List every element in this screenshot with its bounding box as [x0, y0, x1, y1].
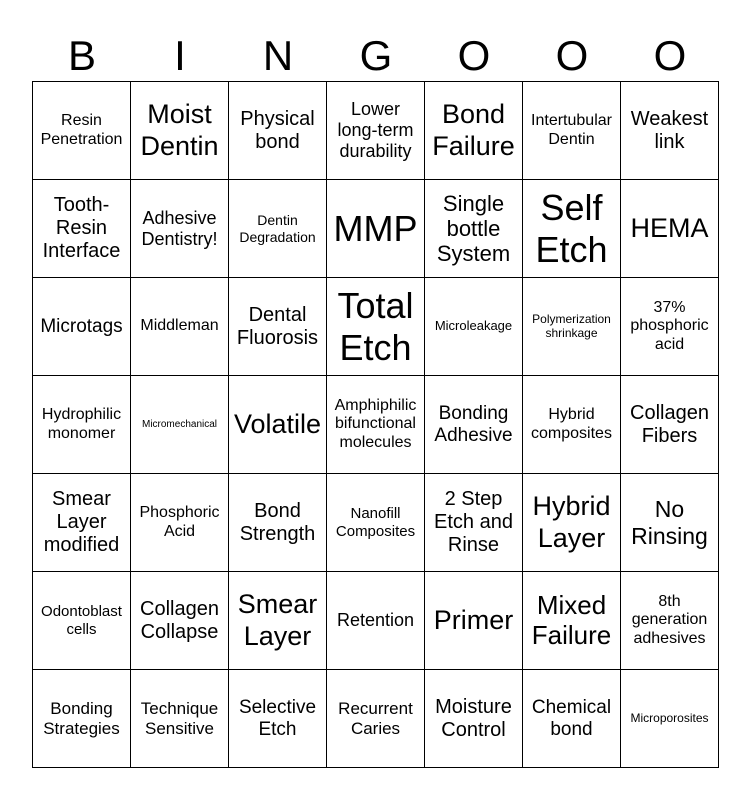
bingo-cell[interactable] [621, 278, 719, 376]
bingo-cell[interactable] [621, 670, 719, 768]
cell-text: Phosphoric Acid [139, 504, 220, 540]
cell-text: HEMA [630, 212, 709, 243]
cell-text: Middleman [140, 317, 219, 335]
bingo-cell[interactable] [131, 474, 229, 572]
bingo-cell[interactable] [621, 572, 719, 670]
bingo-cell[interactable] [33, 82, 131, 180]
cell-text: Bond Failure [432, 99, 515, 161]
cell-text: Retention [336, 610, 415, 631]
bingo-cell[interactable] [523, 82, 621, 180]
cell-text: Weakest link [630, 107, 709, 153]
cell-text: Moist Dentin [140, 99, 219, 161]
bingo-cell[interactable] [33, 474, 131, 572]
cell-text: No Rinsing [631, 496, 708, 549]
cell-text: Moisture Control [435, 695, 512, 741]
bingo-cell[interactable] [327, 670, 425, 768]
bingo-cell[interactable] [327, 278, 425, 376]
bingo-cell[interactable] [523, 376, 621, 474]
bingo-cell[interactable] [131, 180, 229, 278]
bingo-cell[interactable] [425, 474, 523, 572]
cell-text: Hybrid Layer [532, 491, 611, 553]
cell-text: Technique Sensitive [140, 698, 219, 738]
bingo-cell[interactable] [33, 572, 131, 670]
cell-text: Odontoblast cells [41, 603, 122, 638]
bingo-cell[interactable] [523, 278, 621, 376]
bingo-cell[interactable] [327, 82, 425, 180]
header-letter-i: I [174, 32, 186, 79]
cell-text: 37% phosphoric acid [630, 298, 709, 353]
header-letter-o2: O [555, 32, 589, 79]
bingo-cell[interactable] [621, 376, 719, 474]
bingo-cell[interactable] [229, 376, 327, 474]
cell-text: Dental Fluorosis [236, 303, 319, 349]
cell-text: Microporosites [630, 710, 709, 725]
cell-text: Micromechanical [141, 418, 218, 430]
cell-text: Dentin Degradation [239, 212, 316, 245]
cell-text: Recurrent Caries [338, 698, 413, 738]
bingo-cell[interactable] [131, 278, 229, 376]
cell-text: Amphiphilic bifunctional molecules [334, 396, 417, 451]
cell-text: Smear Layer [237, 589, 318, 651]
cell-text: Hydrophilic monomer [41, 406, 122, 442]
cell-text: 2 Step Etch and Rinse [434, 488, 513, 556]
cell-text: Lower long-term durability [337, 99, 414, 161]
bingo-cell[interactable] [327, 180, 425, 278]
bingo-cell[interactable] [229, 670, 327, 768]
header-letter-b: B [67, 32, 96, 79]
bingo-cell[interactable] [523, 670, 621, 768]
cell-text: Intertubular Dentin [531, 112, 612, 148]
cell-text: Total Etch [337, 285, 414, 368]
cell-text: Bonding Adhesive [434, 402, 513, 446]
cell-text: Hybrid composites [531, 406, 612, 442]
bingo-cell[interactable] [327, 474, 425, 572]
header-letter-g: G [359, 32, 393, 79]
bingo-cell[interactable] [229, 278, 327, 376]
bingo-cell[interactable] [425, 572, 523, 670]
bingo-cell[interactable] [523, 180, 621, 278]
bingo-cell[interactable] [33, 180, 131, 278]
cell-text: Bonding Strategies [43, 698, 120, 738]
cell-text: Resin Penetration [40, 112, 123, 148]
cell-text: Collagen Fibers [630, 401, 709, 447]
cell-text: Single bottle System [436, 190, 511, 267]
cell-text: Adhesive Dentistry! [141, 207, 218, 249]
bingo-cell[interactable] [229, 474, 327, 572]
bingo-cell[interactable] [131, 376, 229, 474]
cell-text: Self Etch [535, 187, 608, 270]
cell-text: Collagen Collapse [140, 597, 219, 643]
cell-text: Primer [433, 604, 514, 635]
bingo-cell[interactable] [621, 82, 719, 180]
bingo-cell[interactable] [229, 180, 327, 278]
cell-text: Smear Layer modified [43, 488, 120, 556]
bingo-cell[interactable] [131, 670, 229, 768]
bingo-cell[interactable] [131, 572, 229, 670]
bingo-cell[interactable] [523, 572, 621, 670]
header-letter-o: O [457, 32, 491, 79]
cell-text: Selective Etch [238, 696, 317, 740]
bingo-cell[interactable] [327, 376, 425, 474]
cell-text: Tooth-Resin Interface [42, 194, 121, 262]
bingo-cell[interactable] [621, 474, 719, 572]
cell-text: Volatile [233, 408, 322, 439]
cell-text: Polymerization shrinkage [532, 311, 611, 340]
bingo-cell[interactable] [229, 572, 327, 670]
cell-text: Nanofill Composites [335, 505, 416, 540]
bingo-cell[interactable] [425, 180, 523, 278]
cell-text: 8th generation adhesives [631, 592, 708, 647]
bingo-cell[interactable] [425, 82, 523, 180]
bingo-cell[interactable] [33, 278, 131, 376]
bingo-cell[interactable] [621, 180, 719, 278]
bingo-cell[interactable] [425, 376, 523, 474]
bingo-cell[interactable] [327, 572, 425, 670]
bingo-cell[interactable] [425, 670, 523, 768]
cell-text: Chemical bond [531, 696, 612, 740]
bingo-header [33, 30, 719, 82]
cell-text: Bond Strength [239, 499, 316, 545]
bingo-cell[interactable] [33, 376, 131, 474]
header-letter-o3: O [653, 32, 687, 79]
cell-text: Physical bond [240, 107, 315, 153]
bingo-cell[interactable] [131, 82, 229, 180]
cell-text: MMP [333, 207, 418, 249]
header-letter-n: N [262, 32, 294, 79]
bingo-cell[interactable] [425, 278, 523, 376]
cell-text: Microleakage [434, 318, 513, 334]
bingo-cell[interactable] [523, 474, 621, 572]
bingo-cell[interactable] [33, 670, 131, 768]
cell-text: Microtags [40, 315, 123, 337]
cell-text: Mixed Failure [531, 589, 612, 650]
bingo-cell[interactable] [229, 82, 327, 180]
bingo-board [32, 81, 719, 768]
